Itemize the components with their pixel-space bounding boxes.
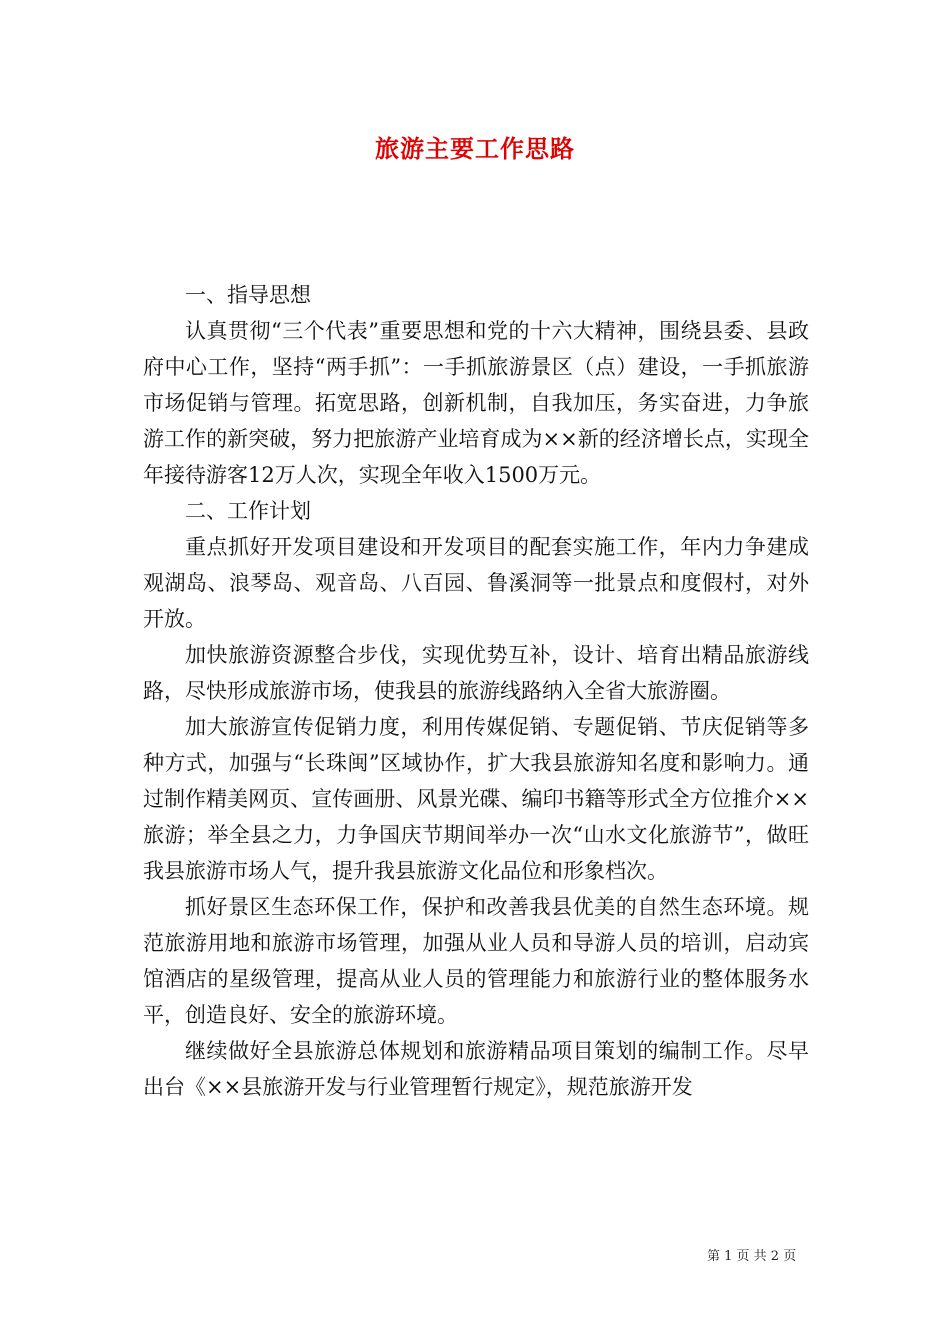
section-heading-guiding-thought: 一、指导思想 [185, 283, 311, 307]
page-number-footer: 第 1 页 共 2 页 [707, 1249, 797, 1264]
paragraph: 抓好景区生态环保工作，保护和改善我县优美的自然生态环境。规范旅游用地和旅游市场管理，加强从业人员和导游人员的培训，启动宾馆酒店的星级管理，提高从业人员的管理能力和旅游行业的整体服务水平，创造良好、安全的旅游环境。 [143, 895, 809, 1027]
paragraph: 加大旅游宣传促销力度，利用传媒促销、专题促销、节庆促销等多种方式，加强与“长珠闽”区域协作，扩大我县旅游知名度和影响力。通过制作精美网页、宣传画册、风景光碟、编印书籍等形式全方位推介××旅游；举全县之力，力争国庆节期间举办一次“山水文化旅游节”，做旺我县旅游市场人气，提升我县旅游文化品位和形象档次。 [143, 715, 809, 883]
paragraph: 认真贯彻“三个代表”重要思想和党的十六大精神，围绕县委、县政府中心工作，坚持“两手抓”：一手抓旅游景区（点）建设，一手抓旅游市场促销与管理。拓宽思路，创新机制，自我加压，务实奋进，力争旅游工作的新突破，努力把旅游产业培育成为××新的经济增长点，实现全年接待游客12万人次，实现全年收入1500万元。 [143, 319, 809, 487]
section-heading-work-plan: 二、工作计划 [185, 499, 311, 523]
paragraph: 重点抓好开发项目建设和开发项目的配套实施工作，年内力争建成观湖岛、浪琴岛、观音岛、八百园、鲁溪洞等一批景点和度假村，对外开放。 [143, 535, 809, 631]
paragraph: 加快旅游资源整合步伐，实现优势互补，设计、培育出精品旅游线路，尽快形成旅游市场，使我县的旅游线路纳入全省大旅游圈。 [143, 643, 809, 703]
document-body [143, 277, 809, 1105]
document-title: 旅游主要工作思路 [375, 135, 575, 163]
paragraph: 继续做好全县旅游总体规划和旅游精品项目策划的编制工作。尽早出台《××县旅游开发与行业管理暂行规定》，规范旅游开发 [143, 1039, 809, 1099]
